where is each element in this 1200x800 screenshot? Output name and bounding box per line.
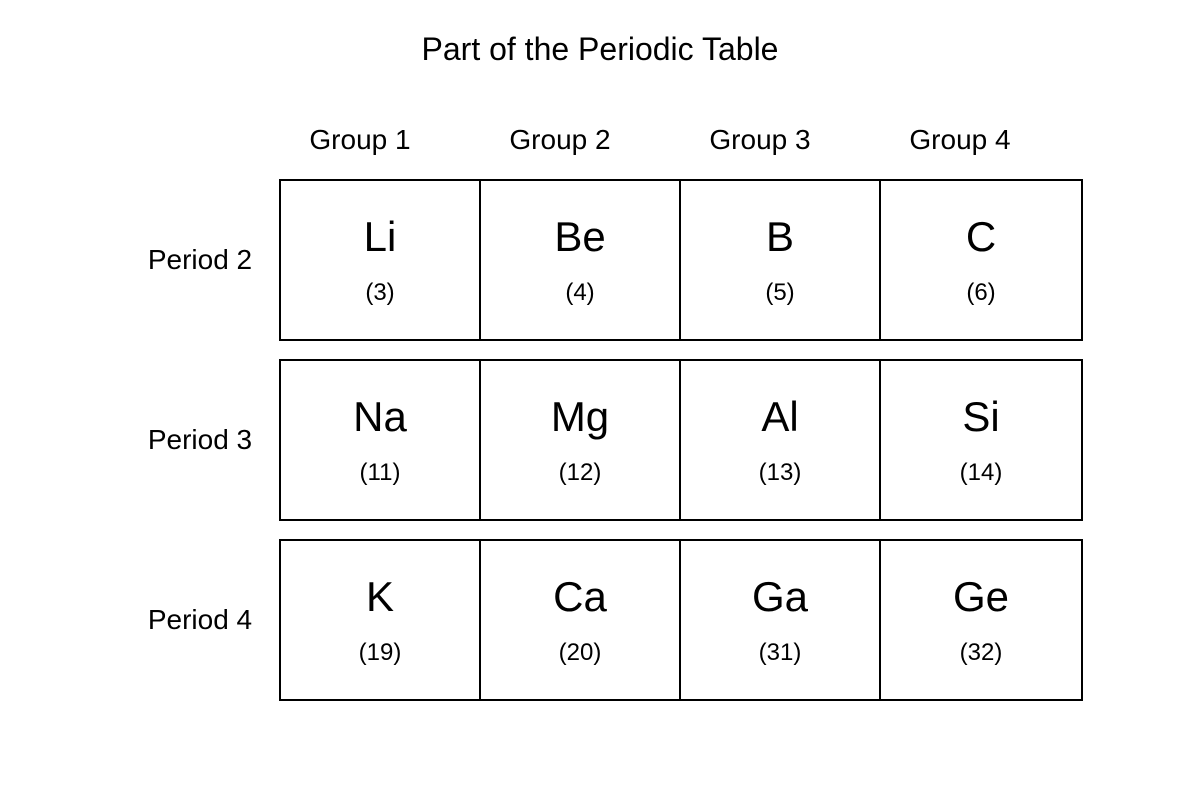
- atomic-number: (13): [758, 459, 802, 486]
- atomic-number: (20): [558, 639, 602, 666]
- element-symbol: Ca: [553, 573, 607, 620]
- element-cell-k: [281, 541, 481, 699]
- period-label-2: Period 2: [147, 244, 253, 275]
- element-symbol: B: [765, 213, 794, 260]
- element-cell-b: [681, 181, 881, 339]
- element-symbol: Si: [962, 393, 1000, 440]
- group-header-1: Group 1: [309, 124, 411, 155]
- element-symbol: Ge: [952, 573, 1010, 620]
- element-symbol: Be: [554, 213, 606, 260]
- element-symbol: Li: [363, 213, 397, 260]
- atomic-number: (3): [365, 279, 395, 306]
- element-symbol: Na: [353, 393, 407, 440]
- element-cell-be: [481, 181, 681, 339]
- atomic-number: (14): [959, 459, 1003, 486]
- period-row-2: [279, 179, 1083, 341]
- element-cell-ga: [681, 541, 881, 699]
- atomic-number: (32): [959, 639, 1003, 666]
- element-cell-mg: [481, 361, 681, 519]
- element-symbol: Al: [761, 393, 799, 440]
- element-cell-na: [281, 361, 481, 519]
- element-symbol: Mg: [550, 393, 610, 440]
- atomic-number: (6): [966, 279, 996, 306]
- atomic-number: (31): [758, 639, 802, 666]
- element-cell-al: [681, 361, 881, 519]
- period-row-3: [279, 359, 1083, 521]
- diagram-title: Part of the Periodic Table: [421, 31, 779, 67]
- atomic-number: (4): [565, 279, 595, 306]
- atomic-number: (19): [358, 639, 402, 666]
- atomic-number: (11): [359, 459, 401, 486]
- element-cell-si: [881, 361, 1081, 519]
- atomic-number: (5): [765, 279, 795, 306]
- period-row-4: [279, 539, 1083, 701]
- element-cell-li: [281, 181, 481, 339]
- element-cell-ca: [481, 541, 681, 699]
- element-symbol: K: [365, 573, 394, 620]
- period-label-3: Period 3: [147, 424, 253, 455]
- element-cell-c: [881, 181, 1081, 339]
- element-symbol: Ga: [751, 573, 809, 620]
- period-label-4: Period 4: [147, 604, 253, 635]
- group-header-2: Group 2: [509, 124, 611, 155]
- element-symbol: C: [965, 213, 997, 260]
- element-cell-ge: [881, 541, 1081, 699]
- group-header-4: Group 4: [909, 124, 1011, 155]
- group-header-3: Group 3: [709, 124, 811, 155]
- atomic-number: (12): [558, 459, 602, 486]
